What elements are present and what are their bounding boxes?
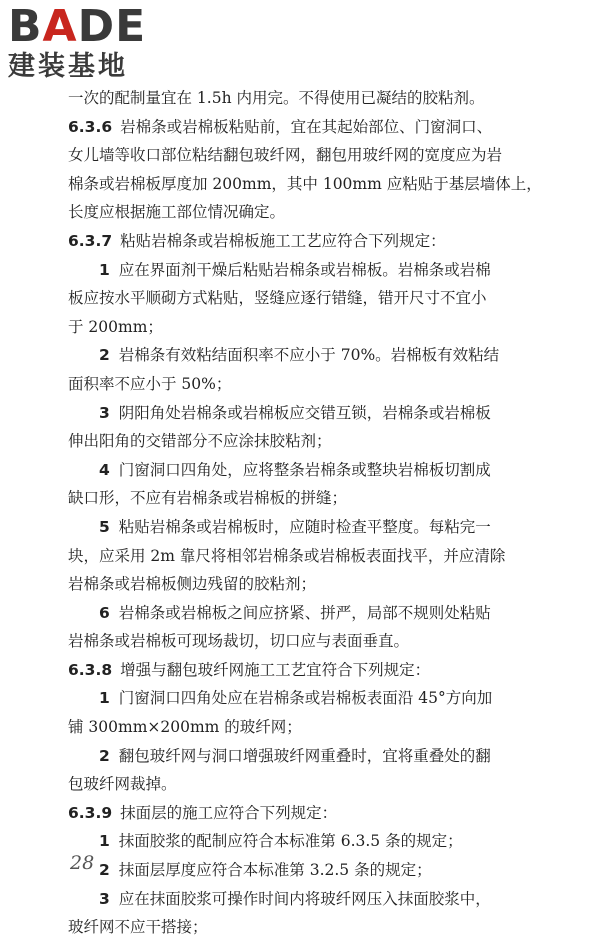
text-line [68, 627, 554, 656]
item-number: 5 [99, 517, 110, 536]
logo-chinese-text: 建装基地 [8, 51, 128, 82]
text-line [68, 542, 554, 571]
logo-wordmark: BADE [8, 1, 147, 52]
document-body [68, 84, 554, 942]
line-text: 抹面层厚度应符合本标准第 3.2.5 条的规定； [118, 861, 432, 880]
item-line [68, 256, 554, 285]
text-line [68, 913, 554, 942]
item-number: 2 [99, 346, 110, 365]
clause-line [68, 113, 554, 142]
line-text: 应在界面剂干燥后粘贴岩棉条或岩棉板。岩棉条或岩棉 [118, 260, 491, 279]
item-number: 1 [99, 689, 110, 708]
text-line [68, 370, 554, 399]
line-text: 岩棉条或岩棉板侧边残留的胶粘剂； [68, 575, 317, 594]
line-text: 门窗洞口四角处应在岩棉条或岩棉板表面沿 45°方向加 [118, 689, 493, 708]
line-text: 粘贴岩棉条或岩棉板时，应随时检查平整度。每粘完一 [118, 517, 491, 536]
line-text: 铺 300mm×200mm 的玻纤网； [68, 718, 302, 737]
text-line [68, 84, 554, 113]
line-text: 阴阳角处岩棉条或岩棉板应交错互锁，岩棉条或岩棉板 [118, 403, 491, 422]
item-line [68, 341, 554, 370]
item-line [68, 742, 554, 771]
item-line [68, 684, 554, 713]
line-text: 块，应采用 2m 靠尺将相邻岩棉条或岩棉板表面找平，并应清除 [68, 546, 506, 565]
text-line [68, 284, 554, 313]
item-line [68, 399, 554, 428]
line-text: 岩棉条或岩棉板可现场裁切，切口应与表面垂直。 [68, 632, 410, 651]
text-line [68, 484, 554, 513]
clause-line [68, 656, 554, 685]
item-number: 1 [99, 832, 110, 851]
item-line [68, 513, 554, 542]
line-text: 缺口形，不应有岩棉条或岩棉板的拼缝； [68, 489, 348, 508]
text-line [68, 713, 554, 742]
line-text: 于 200mm； [68, 317, 163, 336]
line-text: 增强与翻包玻纤网施工工艺宜符合下列规定： [120, 660, 431, 679]
line-text: 一次的配制量宜在 1.5h 内用完。不得使用已凝结的胶粘剂。 [68, 89, 485, 107]
line-text: 女儿墙等收口部位粘结翻包玻纤网，翻包用玻纤网的宽度应为岩 [68, 146, 503, 165]
line-text: 粘贴岩棉条或岩棉板施工工艺应符合下列规定： [120, 231, 446, 250]
text-line [68, 313, 554, 342]
line-text: 岩棉条或岩棉板之间应挤紧、拼严，局部不规则处粘贴 [118, 603, 491, 622]
line-text: 玻纤网不应干搭接； [68, 918, 208, 937]
line-text: 岩棉条或岩棉板粘贴前，宜在其起始部位、门窗洞口、 [120, 117, 493, 136]
text-line [68, 427, 554, 456]
line-text: 抹面胶浆的配制应符合本标准第 6.3.5 条的规定； [118, 832, 463, 851]
clause-number: 6.3.7 [68, 231, 113, 250]
line-text: 板应按水平顺砌方式粘贴，竖缝应逐行错缝，错开尺寸不宜小 [68, 289, 487, 308]
text-line [68, 141, 554, 170]
line-text: 翻包玻纤网与洞口增强玻纤网重叠时，宜将重叠处的翻 [118, 746, 491, 765]
item-number: 2 [99, 861, 110, 880]
text-line [68, 770, 554, 799]
item-number: 2 [99, 746, 110, 765]
line-text: 长度应根据施工部位情况确定。 [68, 203, 286, 222]
text-line [68, 198, 554, 227]
clause-number: 6.3.9 [68, 803, 113, 822]
item-number: 4 [99, 460, 110, 479]
item-line [68, 456, 554, 485]
item-number: 1 [99, 260, 110, 279]
text-line [68, 170, 554, 199]
item-line [68, 827, 554, 856]
clause-number: 6.3.6 [68, 117, 113, 136]
item-line [68, 885, 554, 914]
clause-line [68, 227, 554, 256]
page-number: 28 [70, 852, 95, 874]
item-line [68, 856, 554, 885]
item-line [68, 599, 554, 628]
line-text: 棉条或岩棉板厚度加 200mm，其中 100mm 应粘贴于基层墙体上， [68, 174, 542, 193]
line-text: 应在抹面胶浆可操作时间内将玻纤网压入抹面胶浆中， [118, 889, 491, 908]
line-text: 面积率不应小于 50%； [68, 374, 232, 393]
bade-logo [8, 1, 183, 90]
item-number: 6 [99, 603, 110, 622]
line-text: 抹面层的施工应符合下列规定： [120, 803, 338, 822]
line-text: 伸出阳角的交错部分不应涂抹胶粘剂； [68, 432, 332, 451]
item-number: 3 [99, 889, 110, 908]
clause-number: 6.3.8 [68, 660, 113, 679]
item-number: 3 [99, 403, 110, 422]
clause-line [68, 799, 554, 828]
line-text: 门窗洞口四角处，应将整条岩棉条或整块岩棉板切割成 [118, 460, 491, 479]
line-text: 岩棉条有效粘结面积率不应小于 70%。岩棉板有效粘结 [118, 346, 500, 365]
text-line [68, 570, 554, 599]
line-text: 包玻纤网裁掉。 [68, 775, 177, 794]
